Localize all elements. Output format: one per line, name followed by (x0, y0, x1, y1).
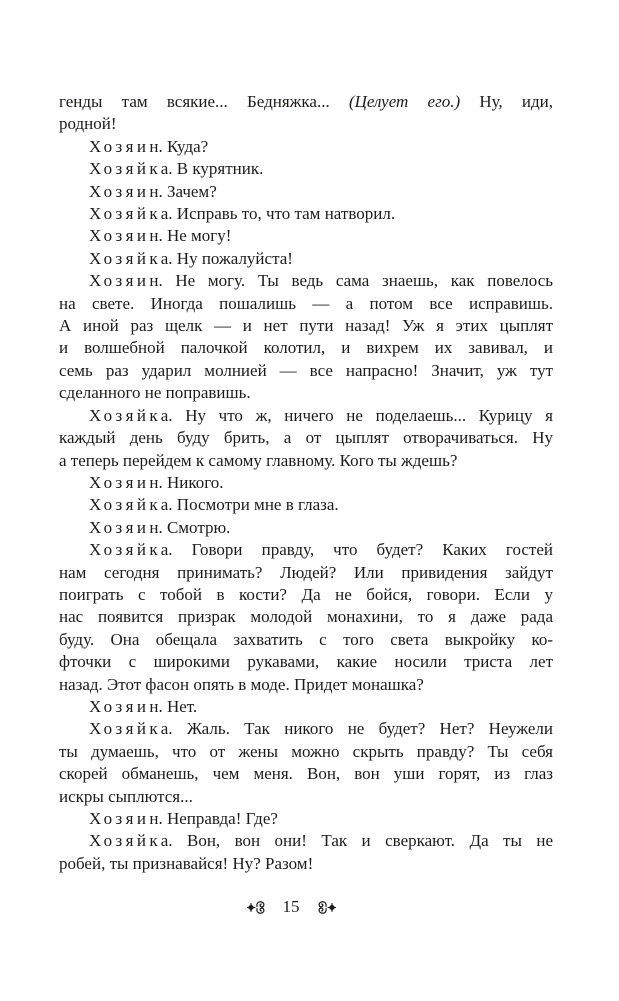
speaker-name: Хозяйка (89, 540, 172, 560)
text-line (59, 741, 553, 763)
text-line (59, 718, 553, 740)
text-line (59, 606, 553, 628)
text-line (59, 293, 553, 315)
text-line (59, 382, 553, 404)
text-line (59, 472, 553, 494)
text-line (59, 158, 553, 180)
dialogue-text: . Говори правду, что будет? Каких гостей (168, 540, 553, 560)
dialogue-text: . Никого. (158, 472, 224, 492)
text-line (59, 450, 553, 472)
text-line (59, 494, 553, 516)
text-line (59, 360, 553, 382)
text-line (59, 517, 553, 539)
dialogue-text: . Не могу. Ты ведь сама знаешь, как повелось (158, 271, 553, 291)
speaker-name: Хозяин (89, 181, 162, 201)
dialogue-text: родной! (59, 114, 117, 134)
text-line (59, 584, 553, 606)
text-line (59, 696, 553, 718)
text-line (59, 337, 553, 359)
speaker-name: Хозяйка (89, 204, 172, 224)
text-line (59, 830, 553, 852)
speaker-name: Хозяин (89, 809, 162, 828)
text-line (59, 91, 553, 113)
stage-direction: (Целует его.) (348, 92, 461, 111)
dialogue-text: А иной раз щелк — и нет пути назад! Уж я этих цыплят (59, 316, 553, 336)
speaker-name: Хозяин (89, 472, 162, 492)
speaker-name: Хозяйка (89, 159, 172, 179)
dialogue-text: робей, ты признавайся! Ну? Разом! (59, 853, 314, 873)
text-line (59, 786, 553, 808)
text-line (59, 651, 553, 673)
dialogue-text: . Нет. (158, 696, 198, 716)
text-block (59, 91, 553, 875)
text-line (59, 136, 553, 158)
dialogue-text: . Посмотри мне в глаза. (168, 495, 339, 515)
speaker-name: Хозяйка (89, 719, 172, 739)
speaker-name: Хозяин (89, 226, 162, 246)
text-line (59, 225, 553, 247)
dialogue-text: . Куда? (158, 136, 209, 156)
speaker-name: Хозяйка (89, 248, 172, 268)
text-line (59, 562, 553, 584)
text-line (59, 181, 553, 203)
text-line (59, 427, 553, 449)
dialogue-text: нас появится призрак молодой монахини, то я даже рада (59, 607, 553, 627)
text-line (59, 203, 553, 225)
dialogue-text: Ну, иди, (460, 92, 554, 111)
dialogue-text: . Зачем? (158, 181, 217, 201)
text-line (59, 853, 553, 875)
fleuron-right-ornament (314, 899, 337, 916)
speaker-name: Хозяин (89, 136, 162, 156)
dialogue-text: . Смотрю. (158, 517, 231, 537)
text-line (59, 405, 553, 427)
dialogue-text: генды там всякие... Бедняжка... (59, 92, 349, 111)
dialogue-text: . Не могу! (158, 226, 232, 246)
text-line (59, 674, 553, 696)
dialogue-text: а теперь перейдем к самому главному. Кого ты ждешь? (59, 450, 458, 470)
dialogue-text: . Ну что ж, ничего не поделаешь... Курицу я (168, 405, 553, 425)
text-line (59, 808, 553, 830)
speaker-name: Хозяйка (89, 831, 172, 851)
dialogue-text: . Вон, вон они! Так и сверкают. Да ты не (168, 831, 553, 851)
page-footer (44, 896, 538, 918)
dialogue-text: назад. Этот фасон опять в моде. Придет монашка? (59, 674, 424, 694)
dialogue-text: семь раз ударил молнией — все напрасно! Значит, уж тут (59, 360, 553, 380)
dialogue-text: . Исправь то, что там натворил. (168, 204, 396, 224)
fleuron-left-ornament (246, 899, 269, 916)
dialogue-text: буду. Она обещала захватить с того света выкройку ко- (59, 629, 553, 649)
speaker-name: Хозяин (89, 517, 162, 537)
dialogue-text: на свете. Иногда пошалишь — а потом все исправишь. (59, 293, 553, 313)
dialogue-text: . Ну пожалуйста! (168, 248, 293, 268)
dialogue-text: . Жаль. Так никого не будет? Нет? Неужели (168, 719, 553, 739)
dialogue-text: фточки с широкими рукавами, какие носили триста лет (59, 652, 553, 672)
text-line (59, 248, 553, 270)
speaker-name: Хозяйка (89, 405, 172, 425)
speaker-name: Хозяин (89, 271, 162, 291)
text-line (59, 763, 553, 785)
dialogue-text: сделанного не поправишь. (59, 383, 251, 403)
dialogue-text: поиграть с тобой в кости? Да не бойся, говори. Если у (59, 584, 553, 604)
dialogue-text: скорей обманешь, чем меня. Вон, вон уши горят, из глаз (59, 764, 553, 784)
text-line (59, 113, 553, 135)
dialogue-text: искры сыплются... (59, 786, 193, 806)
dialogue-text: . Неправда! Где? (158, 809, 278, 828)
text-line (59, 539, 553, 561)
speaker-name: Хозяйка (89, 495, 172, 515)
text-line (59, 315, 553, 337)
text-line (59, 270, 553, 292)
dialogue-text: . В курятник. (168, 159, 264, 179)
page-number: 15 (282, 897, 300, 916)
dialogue-text: каждый день буду брить, а от цыплят отворачиваться. Ну (59, 428, 553, 448)
speaker-name: Хозяин (89, 696, 162, 716)
text-line (59, 629, 553, 651)
dialogue-text: ты думаешь, что от жены можно скрыть правду? Ты себя (59, 741, 553, 761)
dialogue-text: нам сегодня принимать? Людей? Или привидения зайдут (59, 562, 553, 582)
dialogue-text: и волшебной палочкой колотил, и вихрем их завивал, и (59, 338, 553, 358)
